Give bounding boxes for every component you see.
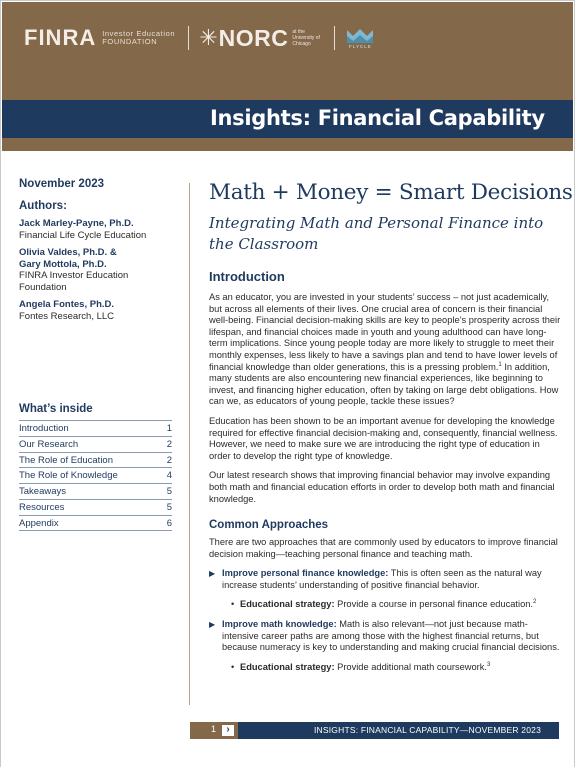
table-of-contents [19, 403, 172, 531]
sub-bullet-lead: Educational strategy: [240, 599, 335, 610]
page-title: Math + Money = Smart Decisions [209, 180, 573, 205]
sub-bullet-text [240, 599, 536, 611]
intro-paragraph: Our latest research shows that improving financial behavior may involve expanding both math and financial education efforts in order to develop both math and financial knowledge. [209, 470, 555, 504]
toc-label: Appendix [19, 517, 59, 529]
authors-heading: Authors: [19, 200, 67, 212]
bullet-text [222, 568, 561, 591]
footer-page-box [190, 722, 238, 739]
toc-heading: What’s inside [19, 403, 93, 415]
author-entry [19, 299, 174, 322]
list-item [231, 599, 561, 611]
sidebar [19, 178, 174, 322]
list-item [231, 662, 561, 674]
toc-item-takeaways[interactable] [19, 483, 172, 499]
author-org: FINRA Investor Education Foundation [19, 270, 129, 293]
toc-page: 2 [166, 454, 172, 466]
toc-item-appendix[interactable] [19, 515, 172, 531]
intro-text: As an educator, you are invested in your students’ success – not just academically, but across all elements of their lives. One crucial area of concern is their financial well-being. Financial decision-making skills are key to people’s prosperity across their lifespan, and financial choices made in youth and young adulthood can have long-term implications. Since young people today are more likely to struggle to meet their monthly expenses, less likely to have a savings plan and tend to have lower levels of financial knowledge than older generations, this is a pressing problem. [209, 292, 561, 372]
toc-item-role-of-knowledge[interactable] [19, 467, 172, 483]
toc-label: Resources [19, 501, 65, 513]
publication-date: November 2023 [19, 178, 105, 190]
toc-page: 5 [166, 501, 172, 513]
toc-item-resources[interactable] [19, 499, 172, 515]
banner-title: Insights: Financial Capability [210, 106, 545, 130]
footnote-ref[interactable]: 1 [498, 361, 502, 368]
common-approaches-heading: Common Approaches [209, 519, 329, 532]
intro-paragraph: Education has been shown to be an important avenue for developing the knowledge required for effective financial decision-making and, consequently, financial wellness. However, we need to make sure we are introducing the right type of education in order to develop the right type of knowledge. [209, 415, 558, 461]
toc-page: 1 [166, 423, 172, 434]
common-approaches-paragraph: There are two approaches that are commonly used by educators to improve financial decision making—teaching personal finance and teaching math. [209, 537, 558, 559]
toc-item-our-research[interactable] [19, 436, 172, 452]
norc-star-icon: ✳ [199, 25, 218, 50]
title-banner [2, 100, 573, 138]
finra-logo-subtitle: Investor Education FOUNDATION [102, 29, 176, 46]
bullet-lead: Improve math knowledge: [222, 619, 337, 630]
toc-page: 6 [166, 517, 172, 529]
logo-divider [334, 26, 335, 50]
dot-bullet-icon: • [231, 661, 235, 672]
author-name: Jack Marley-Payne, Ph.D. [19, 218, 134, 229]
list-item [209, 619, 561, 654]
page-number: 1 [211, 724, 217, 734]
toc-label: The Role of Education [19, 454, 114, 466]
toc-item-introduction[interactable] [19, 420, 172, 436]
column-divider [189, 183, 190, 705]
triangle-bullet-icon: ▶ [209, 569, 216, 579]
norc-logo-subtitle: at the University of Chicago [292, 29, 320, 47]
toc-item-role-of-education[interactable] [19, 452, 172, 468]
finra-logo: FINRA [24, 25, 97, 50]
footer-running-title: INSIGHTS: FINANCIAL CAPABILITY—NOVEMBER 2023 [313, 725, 541, 735]
flycle-logo [347, 27, 373, 49]
toc-page: 4 [166, 470, 172, 482]
logo-row [24, 24, 373, 52]
introduction-heading: Introduction [209, 269, 285, 284]
flycle-mark-icon [347, 27, 373, 43]
bullet-body: This is often seen as the natural way increase students’ understanding of positive financial behavior. [222, 568, 542, 590]
triangle-bullet-icon: ▶ [209, 620, 216, 630]
sub-bullet-body: Provide a course in personal finance education. [334, 599, 534, 610]
page-subtitle: Integrating Math and Personal Finance into the Classroom [209, 214, 544, 253]
list-item [209, 568, 561, 591]
dot-bullet-icon: • [231, 599, 235, 610]
sub-bullet-body: Provide additional math coursework. [334, 661, 487, 672]
flycle-logo-text: FLYCLE [349, 44, 372, 49]
bullet-lead: Improve personal finance knowledge: [222, 568, 389, 579]
author-org: Fontes Research, LLC [19, 310, 115, 322]
author-org: Financial Life Cycle Education [19, 229, 147, 241]
bullet-text [222, 619, 561, 654]
author-entry [19, 218, 174, 241]
main-content [209, 180, 573, 673]
sub-bullet-text [240, 662, 490, 674]
norc-logo: NORC [218, 24, 289, 51]
footnote-ref[interactable]: 2 [533, 599, 537, 606]
sub-bullet-lead: Educational strategy: [240, 661, 335, 672]
intro-paragraph [209, 292, 561, 408]
toc-label: Our Research [19, 438, 79, 450]
author-entry [19, 247, 174, 293]
author-name: Olivia Valdes, Ph.D. & Gary Mottola, Ph.D. [19, 247, 117, 270]
bullet-body: Math is also relevant—not just because math-intensive career paths are among those with the highest financial returns, but because numeracy is key to understanding and making crucial financial decisions. [222, 619, 560, 653]
author-name: Angela Fontes, Ph.D. [19, 299, 115, 310]
page-footer [190, 722, 559, 739]
toc-label: Introduction [19, 423, 69, 434]
intro-text-cont: In addition, many students are also encountering new financial experiences, like beginning to invest, and financing higher education, often by taking on large debt obligations. How can we, as educators of young people, tackle these issues? [209, 361, 559, 407]
footnote-ref[interactable]: 3 [487, 661, 491, 668]
next-page-button[interactable]: › [222, 725, 234, 736]
toc-label: Takeaways [19, 486, 66, 498]
toc-label: The Role of Knowledge [19, 470, 118, 482]
logo-divider [188, 26, 189, 50]
toc-page: 2 [166, 438, 172, 450]
toc-page: 5 [166, 486, 172, 498]
